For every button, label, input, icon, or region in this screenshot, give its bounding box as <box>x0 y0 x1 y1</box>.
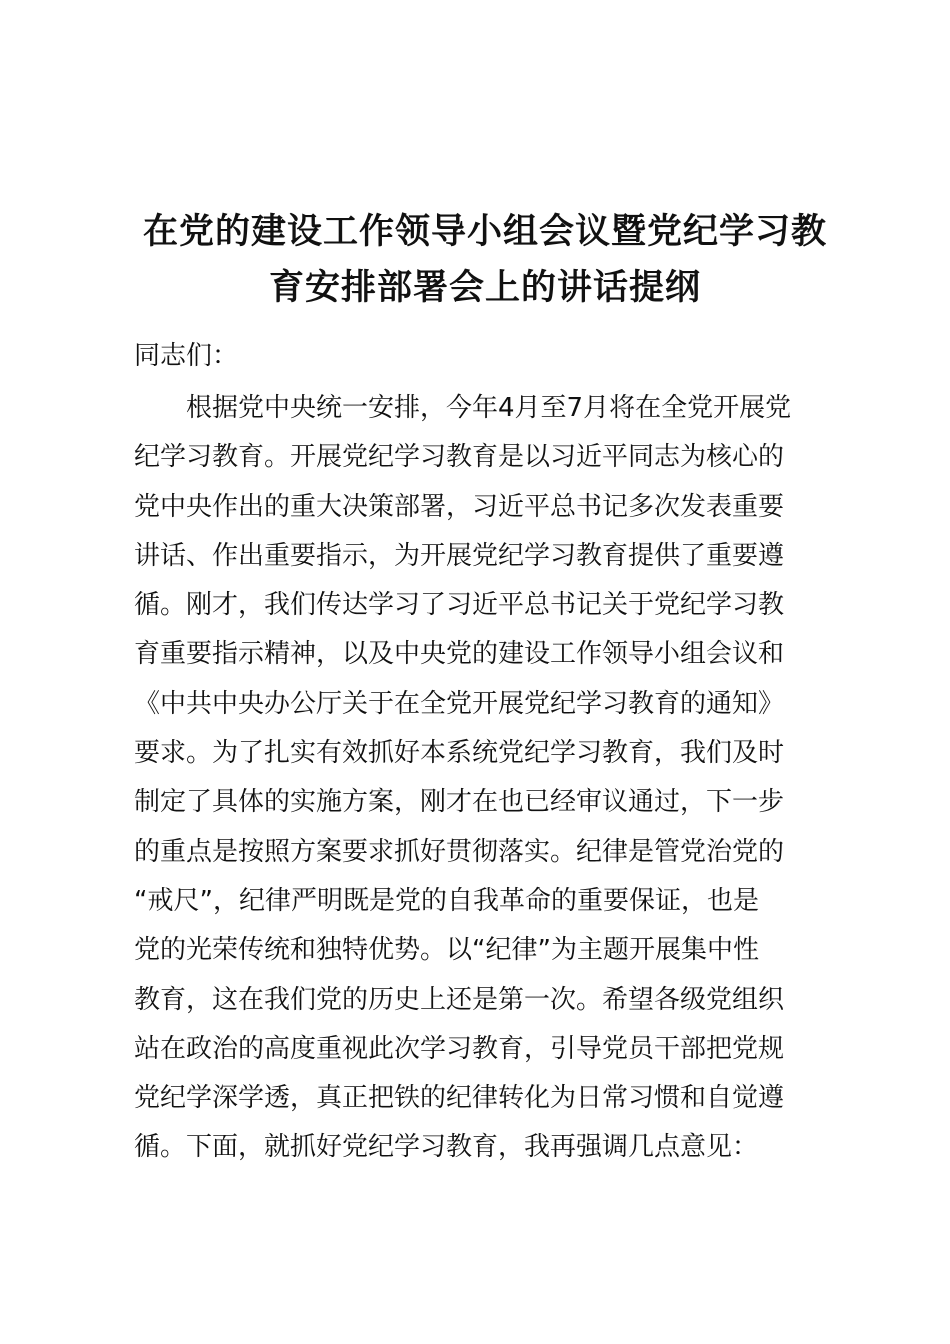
salutation: 同志们： <box>134 341 239 371</box>
paragraph-line: 党中央作出的重大决策部署，习近平总书记多次发表重要 <box>134 491 785 522</box>
paragraph-line: 党的光荣传统和独特优势。以“纪律”为主题开展集中性 <box>134 935 759 966</box>
title-line-2: 育安排部署会上的讲话提纲 <box>268 268 701 308</box>
paragraph-line: 循。刚才，我们传达学习了习近平总书记关于党纪学习教 <box>134 590 785 621</box>
document-title <box>120 204 850 316</box>
title-line-1: 在党的建设工作领导小组会议暨党纪学习教 <box>142 212 827 252</box>
body-paragraph <box>134 384 834 1173</box>
paragraph-line: 育重要指示精神，以及中央党的建设工作领导小组会议和 <box>134 639 785 670</box>
paragraph-line: 党纪学深学透，真正把铁的纪律转化为日常习惯和自觉遵 <box>134 1083 785 1114</box>
paragraph-line: 要求。为了扎实有效抓好本系统党纪学习教育，我们及时 <box>134 738 785 769</box>
paragraph-line: 讲话、作出重要指示，为开展党纪学习教育提供了重要遵 <box>134 540 785 571</box>
paragraph-line: 根据党中央统一安排，今年4月至7月将在全党开展党 <box>186 393 792 423</box>
paragraph-line: 纪学习教育。开展党纪学习教育是以习近平同志为核心的 <box>134 442 785 473</box>
paragraph-line: 制定了具体的实施方案，刚才在也已经审议通过，下一步 <box>134 787 785 818</box>
paragraph-line: 循。下面，就抓好党纪学习教育，我再强调几点意见： <box>134 1132 759 1163</box>
paragraph-line: 教育，这在我们党的历史上还是第一次。希望各级党组织 <box>134 984 785 1015</box>
paragraph-line: 的重点是按照方案要求抓好贯彻落实。纪律是管党治党的 <box>134 836 785 867</box>
paragraph-line: 《中共中央办公厅关于在全党开展党纪学习教育的通知》 <box>134 688 785 719</box>
paragraph-line: 站在政治的高度重视此次学习教育，引导党员干部把党规 <box>134 1033 785 1064</box>
paragraph-line: “戒尺”，纪律严明既是党的自我革命的重要保证，也是 <box>134 885 759 916</box>
